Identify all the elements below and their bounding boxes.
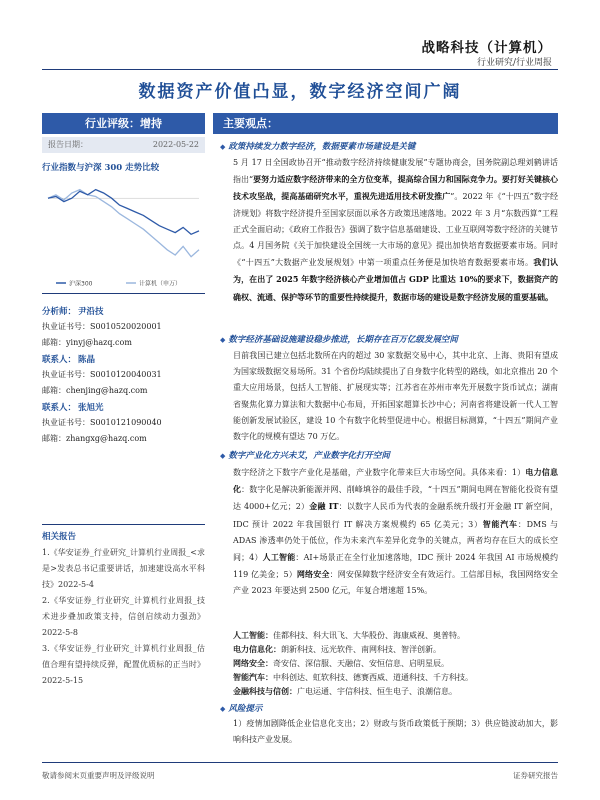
- footer-label: 证券研究报告: [513, 771, 558, 780]
- related-report-item[interactable]: 2.《华安证券_行业研究_计算机行业周报_技术进步叠加政策支持，信创启续动力强劲》2022-5-8: [42, 596, 205, 637]
- analyst-1-email[interactable]: 邮箱：yinyj@hazq.com: [42, 338, 132, 347]
- contact-2-email[interactable]: 邮箱：zhangxg@hazq.com: [42, 434, 147, 443]
- section-3-body: 数字经济之下数字产业化是基础，产业数字化带来巨大市场空间。具体来看：1）电力信息化：数字化是解决新能源并网、削峰填谷的最佳手段，“十四五”期间电网在智能化投资有望达 4000+亿元；2）金融 IT：以数字人民币为代表的金融系统升级打开金融 IT 新空间，IDC 预计 2022 年我国银行 IT 解决方案规模约 65 亿美元；3）智能汽车：DMS 与 ADAS 渗透率仍处于低位，作为未来汽车差异化竞争的关键点，两者均存在巨大的成长空间；4）人工智能：AI+场景正在全行业加速落地，IDC 预计 2024 年我国 AI 市场规模约 119 亿美金；5）网络安全：网安保障数字经济安全有效运行。工信部目标，我国网络安全产业 2023 年要达到 2500 亿元，年复合增速超 15%。: [233, 467, 559, 596]
- date-label: 报告日期：: [48, 140, 88, 149]
- analyst-1-name: 尹沿技: [78, 307, 104, 317]
- report-title: 数据资产价值凸显，数字经济空间广阔: [138, 82, 462, 102]
- index-chart: [42, 175, 205, 293]
- contact-2-label: 联系人： 张旭光: [42, 403, 104, 413]
- index-chart-svg: [42, 175, 205, 293]
- related-report-item[interactable]: 3.《华安证券_行业研究_计算机行业周报_估值合理有望持续反弹，配置优质标的正当时》2022-5-15: [42, 644, 205, 685]
- analyst-1-cert: 执业证书号：S0010520020001: [42, 322, 162, 331]
- chart-legend-item: [126, 280, 181, 288]
- pick-ai: 人工智能：佳都科技、科大讯飞、大华股份、海康威视、奥普特。: [233, 630, 465, 640]
- pick-power: 电力信息化：朗新科技、远光软件、南网科技、智洋创新。: [233, 644, 441, 654]
- chart-series-line: [48, 190, 199, 235]
- footer-divider: [42, 762, 558, 763]
- header-divider: [42, 69, 558, 70]
- chart-series-line: [48, 190, 199, 257]
- report-type: 行业研究/行业周报: [476, 58, 552, 68]
- related-divider: [42, 524, 205, 525]
- legend-label: 计算机（申万）: [139, 280, 182, 288]
- contact-1-email[interactable]: 邮箱：chenjing@hazq.com: [42, 386, 148, 395]
- related-report-item[interactable]: 1.《华安证券_行业研究_计算机行业周报_<求是>发表总书记重要讲话，加速建设高水平科技》2022-5-4: [42, 548, 205, 589]
- contact-1-cert: 执业证书号：S0010120040031: [42, 370, 162, 379]
- related-reports-title: 相关报告: [42, 532, 77, 542]
- contact-2-cert: 执业证书号：S0010121090040: [42, 418, 162, 427]
- section-3-heading: ◆ 数字产业化方兴未艾，产业数字化打开空间: [220, 449, 390, 461]
- report-date: [42, 137, 205, 153]
- contact-2-name: 张旭光: [78, 403, 104, 413]
- section-1-heading: ◆ 政策持续发力数字经济，数据要素市场建设是关键: [220, 140, 415, 152]
- chart-title: 行业指数与沪深 300 走势比较: [42, 163, 160, 173]
- related-reports-list: [42, 545, 205, 689]
- section-1-body: 5 月 17 日全国政协召开“推动数字经济持续健康发展”专题协商会，国务院副总理刘鹤讲话指出“要努力适应数字经济带来的全方位变革，提高综合国力和国际竞争力。要打好关键核心技术攻坚战，提高基础研究水平，重视先进适用技术研发推广”。2022 年《“十四五”数字经济规划》将数字经济提升至国家层面以承各方政策迅速落地。2022 年 3 月“东数西算”工程正式全面启动；《政府工作报告》强调了数字信息基础建设、工业互联网等数字经济的关键节点。4 月国务院《关于加快建设全国统一大市场的意见》提出加快培育数据要素市场。同时《“十四五”大数据产业发展规划》中第一项重点任务便是加快培育数据要素市场。我们认为，在出了 2025 年数字经济核心产业增加值占 GDP 比重达 10%的要求下，数据资产的确权、流通、保护等环节的重要性持续提升，数据市场的建设是数字经济发展的重要基础。: [233, 158, 559, 302]
- legend-label: 沪深300: [69, 280, 93, 288]
- brand-title: 战略科技（计算机）: [421, 40, 552, 56]
- section-2-heading: ◆ 数字经济基础设施建设稳步推进，长期存在百万亿级发展空间: [220, 333, 458, 345]
- analyst-1-label: 分析师： 尹沿技: [42, 307, 104, 317]
- pick-auto: 智能汽车：中科创达、虹软科技、德赛西威、道通科技、千方科技。: [233, 672, 473, 682]
- contact-1-label: 联系人： 陈晶: [42, 355, 96, 365]
- section-2-body: 目前我国已建立包括北数所在内的超过 30 家数据交易中心，其中北京、上海、贵阳有望成为国家级数据交易场所。31 个省份均陆续提出了自身数字化转型的路线，如北京推出 20 个重大应用场景，包括人工智能、扩展现实等；江苏省在苏州市率先开展数字货币试点；湖南省聚焦化算力算法和大数据中心布局，开拓国家超算长沙中心；河南省将建设新一代人工智能创新发展试验区，建设 10 个有数字化转型促进中心。根据目标测算，“十四五”期间产业数字化的规模有望达 70 万亿。: [233, 351, 558, 442]
- risk-body: 1）疫情加剧降低企业信息化支出；2）财政与货币政策低于预期；3）供应链波动加大，影响科技产业发展。: [233, 719, 558, 745]
- chart-divider: [42, 293, 205, 294]
- chart-legend-item: [56, 280, 93, 288]
- contact-1-name: 陈晶: [78, 355, 96, 365]
- report-header: [0, 0, 600, 70]
- pick-security: 网络安全：奇安信、深信服、天融信、安恒信息、启明星辰。: [233, 658, 449, 668]
- key-views-title: 主要观点：: [213, 113, 558, 134]
- risk-heading: ◆ 风险提示: [220, 702, 262, 714]
- industry-rating: 行业评级：增持: [42, 113, 205, 134]
- date-value: 2022-05-22: [152, 140, 199, 149]
- footer-disclaimer[interactable]: 敬请参阅末页重要声明及评级说明: [42, 771, 155, 780]
- pick-fintech: 金融科技与信创：广电运通、宇信科技、恒生电子、浪潮信息。: [233, 686, 457, 696]
